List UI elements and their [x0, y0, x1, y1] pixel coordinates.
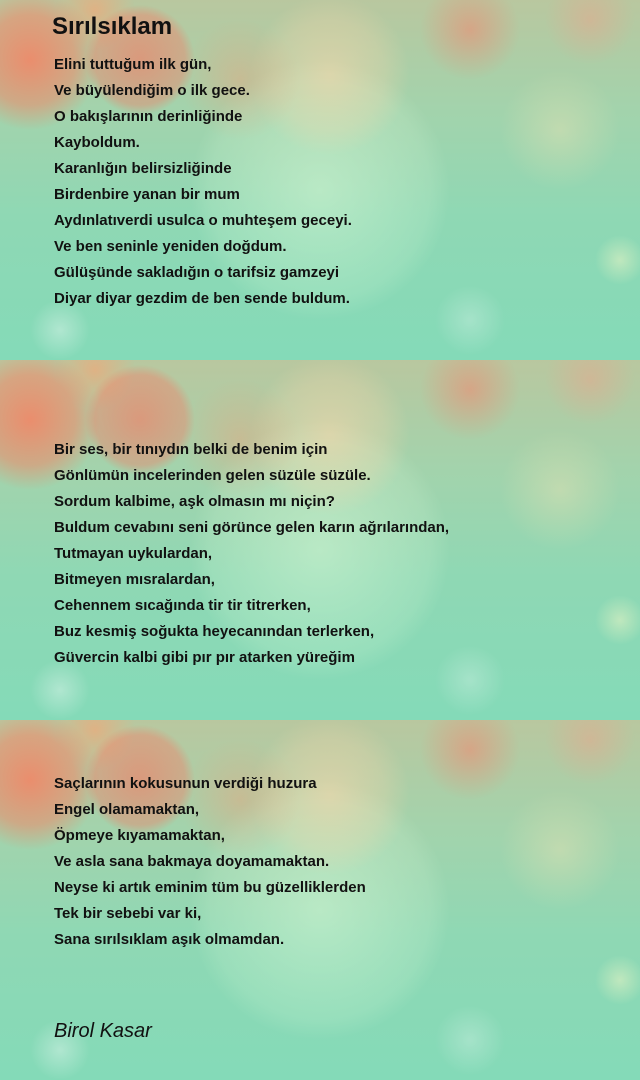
poem-line: Sana sırılsıklam aşık olmamdan.	[54, 931, 285, 948]
poem-line: Engel olamamaktan,	[54, 801, 200, 818]
poem-line: Öpmeye kıyamamaktan,	[54, 827, 225, 844]
poem-line: Bitmeyen mısralardan,	[54, 571, 215, 588]
stanza-2	[54, 437, 449, 671]
poem-line: Sordum kalbime, aşk olmasın mı niçin?	[54, 493, 335, 510]
poem-line: Gülüşünde sakladığın o tarifsiz gamzeyi	[54, 264, 340, 281]
poem-panel-2	[0, 360, 640, 720]
poem-line: Buldum cevabını seni görünce gelen karın ağrılarından,	[54, 519, 450, 536]
stanza-1	[54, 52, 352, 312]
poem-author: Birol Kasar	[54, 1020, 152, 1042]
poem-line: Bir ses, bir tınıydın belki de benim için	[54, 441, 328, 458]
poem-line: Ve asla sana bakmaya doyamamaktan.	[54, 853, 330, 870]
poem-panel-3	[0, 720, 640, 1080]
poem-panel-1	[0, 0, 640, 360]
stanza-3	[54, 771, 366, 953]
poem-line: Karanlığın belirsizliğinde	[54, 160, 232, 177]
poem-line: Ve ben seninle yeniden doğdum.	[54, 238, 287, 255]
poem-line: Ve büyülendiğim o ilk gece.	[54, 82, 250, 99]
poem-line: Birdenbire yanan bir mum	[54, 186, 240, 203]
poem-line: Gönlümün incelerinden gelen süzüle süzüle.	[54, 467, 371, 484]
poem-line: Buz kesmiş soğukta heyecanından terlerken,	[54, 623, 375, 640]
poem-line: Neyse ki artık eminim tüm bu güzelliklerden	[54, 879, 366, 896]
poem-line: Saçlarının kokusunun verdiği huzura	[54, 775, 317, 792]
poem-title: Sırılsıklam	[52, 13, 173, 40]
poem-line: Kayboldum.	[54, 134, 140, 151]
poem-line: Cehennem sıcağında tir tir titrerken,	[54, 597, 311, 614]
poem-line: Tek bir sebebi var ki,	[54, 905, 202, 922]
poem-line: Aydınlatıverdi usulca o muhteşem geceyi.	[54, 212, 352, 229]
poem-line: Güvercin kalbi gibi pır pır atarken yüreğim	[54, 649, 355, 666]
poem-line: Diyar diyar gezdim de ben sende buldum.	[54, 290, 350, 307]
poem-line: Tutmayan uykulardan,	[54, 545, 213, 562]
poem-line: O bakışlarının derinliğinde	[54, 108, 243, 125]
poem-line: Elini tuttuğum ilk gün,	[54, 56, 212, 73]
